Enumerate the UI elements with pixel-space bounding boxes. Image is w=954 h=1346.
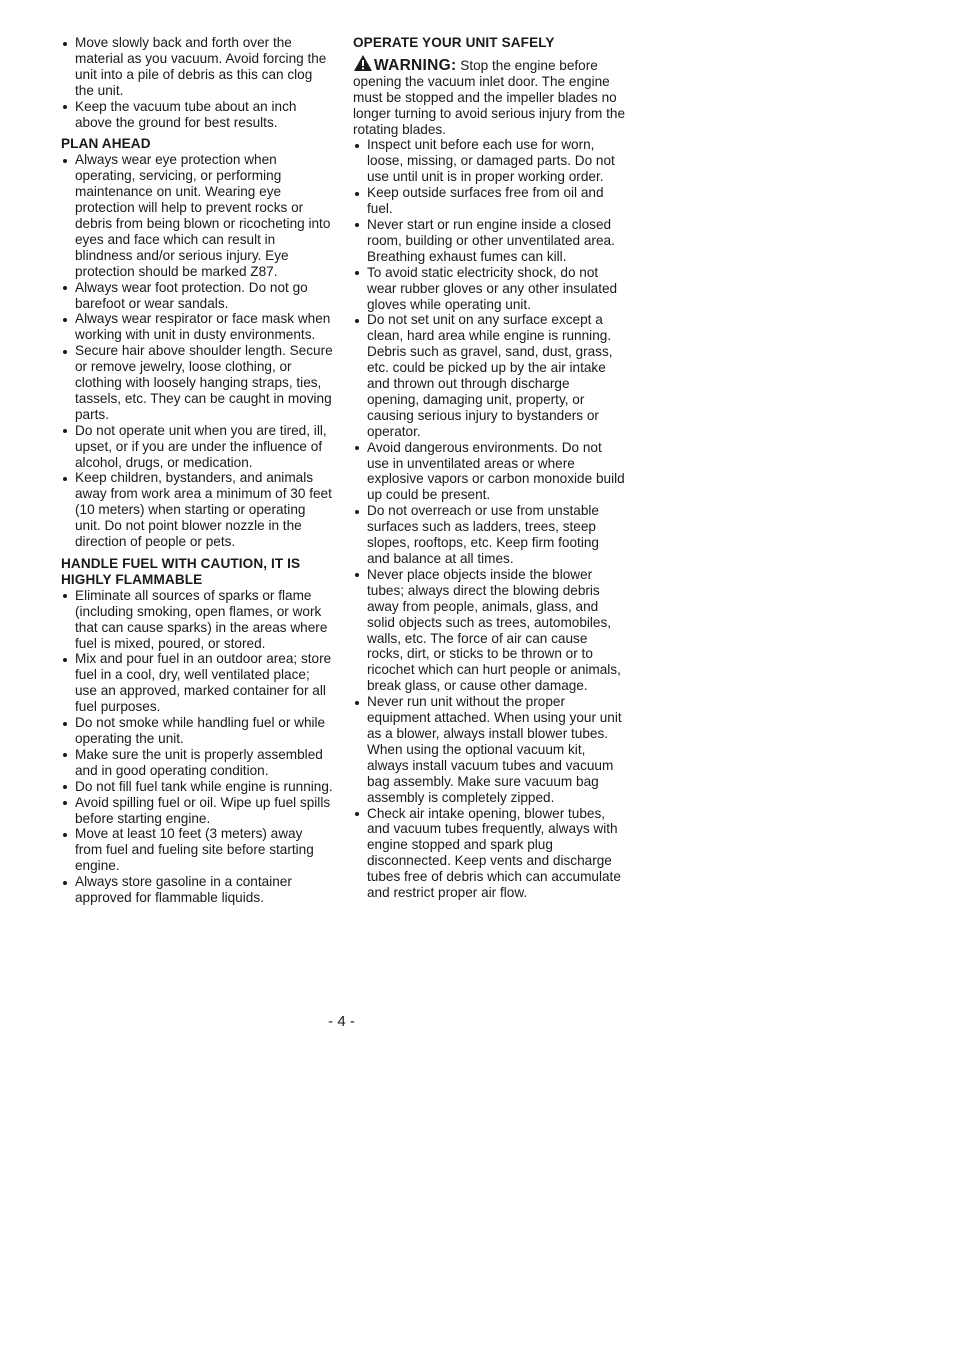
list-item: Do not operate unit when you are tired, ill, upset, or if you are under the influence of alcohol, drugs, or medication. — [61, 423, 333, 471]
list-item: Move slowly back and forth over the material as you vacuum. Avoid forcing the unit into a pile of debris as this can clog the unit. — [61, 35, 333, 99]
list-item: Never run unit without the proper equipment attached. When using your unit as a blower, always install blower tubes. When using the optional vacuum kit, always install vacuum tubes and vacuum bag assembly. Make sure vacuum bag assembly is completely zipped. — [353, 694, 625, 805]
list-item: Eliminate all sources of sparks or flame (including smoking, open flames, or work that can cause sparks) in the areas where fuel is mixed, poured, or stored. — [61, 588, 333, 652]
list-item: To avoid static electricity shock, do not wear rubber gloves or any other insulated gloves while operating unit. — [353, 265, 625, 313]
list-item: Never start or run engine inside a closed room, building or other unventilated area. Breathing exhaust fumes can kill. — [353, 217, 625, 265]
list-item: Never place objects inside the blower tubes; always direct the blowing debris away from people, animals, glass, and solid objects such as trees, automobiles, walls, etc. The force of air can cause rocks, dirt, or sticks to be thrown or to ricochet which can hurt people or animals, break glass, or cause other damage. — [353, 567, 625, 694]
list-item: Always store gasoline in a container approved for flammable liquids. — [61, 874, 333, 906]
list-item: Do not overreach or use from unstable surfaces such as ladders, trees, steep slopes, rooftops, etc. Keep firm footing and balance at all times. — [353, 503, 625, 567]
list-item: Make sure the unit is properly assembled and in good operating condition. — [61, 747, 333, 779]
list-item: Avoid dangerous environments. Do not use in unventilated areas or where explosive vapors or carbon monoxide build up could be present. — [353, 440, 625, 504]
list-item: Do not smoke while handling fuel or while operating the unit. — [61, 715, 333, 747]
right-column — [353, 35, 625, 901]
list-item: Move at least 10 feet (3 meters) away from fuel and fueling site before starting engine. — [61, 826, 333, 874]
section-heading-plan-ahead: PLAN AHEAD — [61, 136, 151, 152]
list-item: Keep children, bystanders, and animals away from work area a minimum of 30 feet (10 meters) when starting or operating unit. Do not point blower nozzle in the direction of people or pets. — [61, 470, 333, 550]
warning-label: WARNING: — [374, 56, 457, 74]
list-item: Avoid spilling fuel or oil. Wipe up fuel spills before starting engine. — [61, 795, 333, 827]
list-item: Inspect unit before each use for worn, loose, missing, or damaged parts. Do not use until unit is in proper working order. — [353, 137, 625, 185]
warning-triangle-icon — [353, 54, 373, 72]
list-item: Always wear respirator or face mask when working with unit in dusty environments. — [61, 311, 333, 343]
section-heading-operate-safely: OPERATE YOUR UNIT SAFELY — [353, 35, 555, 50]
list-item: Keep outside surfaces free from oil and fuel. — [353, 185, 625, 217]
handle-fuel-list — [61, 588, 333, 906]
list-item: Mix and pour fuel in an outdoor area; store fuel in a cool, dry, well ventilated place; use an approved, marked container for all fuel purposes. — [61, 651, 333, 715]
list-item: Always wear foot protection. Do not go barefoot or wear sandals. — [61, 280, 333, 312]
list-item: Always wear eye protection when operating, servicing, or performing maintenance on unit. Wearing eye protection will help to prevent rocks or debris from being blown or ricocheting into eyes and face which can result in blindness and/or serious injury. Eye protection should be marked Z87. — [61, 152, 333, 279]
list-item: Do not set unit on any surface except a clean, hard area while engine is running. Debris such as gravel, sand, dust, grass, etc. could be picked up by the air intake and thrown out through discharge opening, damaging unit, property, or causing serious injury to bystanders or operator. — [353, 312, 625, 439]
left-column — [61, 35, 333, 906]
operate-safely-list — [353, 137, 625, 901]
page-number: - 4 - — [328, 1013, 355, 1030]
list-item: Secure hair above shoulder length. Secure or remove jewelry, loose clothing, or clothing with loosely hanging straps, ties, tassels, etc. They can be caught in moving parts. — [61, 343, 333, 423]
list-item: Do not fill fuel tank while engine is running. — [61, 779, 333, 795]
warning-paragraph — [353, 54, 625, 138]
plan-ahead-list — [61, 152, 333, 550]
intro-list — [61, 35, 333, 130]
list-item: Keep the vacuum tube about an inch above the ground for best results. — [61, 99, 333, 131]
section-heading-handle-fuel: HANDLE FUEL WITH CAUTION, IT IS HIGHLY FLAMMABLE — [61, 556, 301, 587]
warning-text: Stop the engine before opening the vacuum inlet door. The engine must be stopped and the impeller blades no longer turning to avoid serious injury from the rotating blades. — [353, 57, 626, 137]
list-item: Check air intake opening, blower tubes, and vacuum tubes frequently, always with engine stopped and spark plug disconnected. Keep vents and discharge tubes free of debris which can accumulate and restrict proper air flow. — [353, 806, 625, 901]
